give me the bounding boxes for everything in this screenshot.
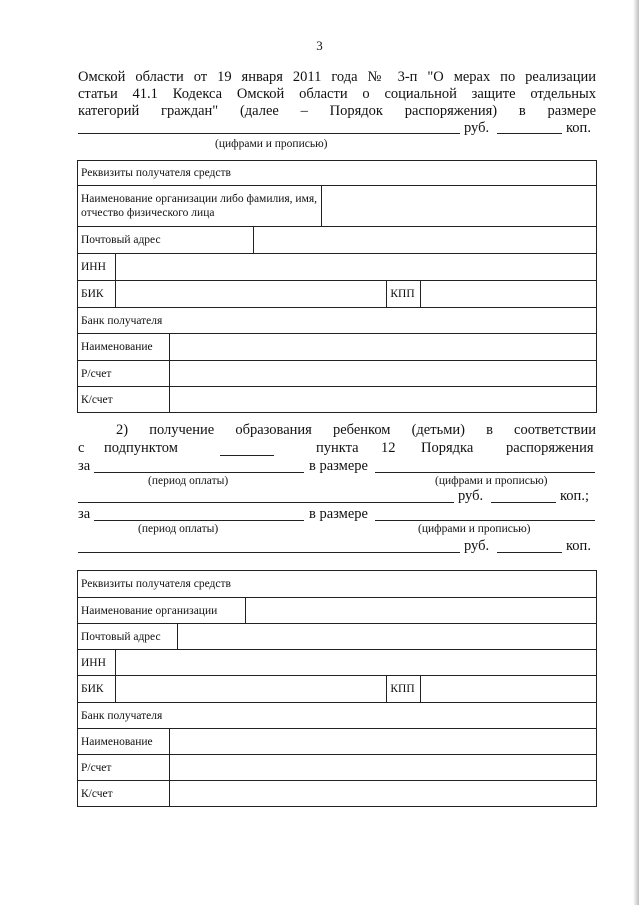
intro-line-3: категорий граждан" (далее – Порядок распоряжения) в размере xyxy=(78,103,596,119)
period-fill-line-2[interactable] xyxy=(94,520,304,521)
postal-address-label: Почтовый адрес xyxy=(78,227,254,254)
bank-name-field[interactable] xyxy=(169,334,596,361)
correspondent-account-label: К/счет xyxy=(78,387,170,413)
table-row xyxy=(78,254,597,281)
table-row xyxy=(78,598,597,624)
kpp-label: КПП xyxy=(387,676,421,703)
section2-word-order: Порядка xyxy=(421,440,474,456)
amount-fill-line-2[interactable] xyxy=(375,520,595,521)
kop-fill-line-2[interactable] xyxy=(497,552,562,553)
postal-address-field[interactable] xyxy=(177,624,596,650)
intro-line-1: Омской области от 19 января 2011 года № 3-п "О мерах по реализации xyxy=(78,69,596,85)
table-row xyxy=(78,334,597,361)
table-row xyxy=(78,161,597,186)
section2-word-s: с xyxy=(78,440,85,456)
org-name-field[interactable] xyxy=(245,598,596,624)
amount-continue-line-1[interactable] xyxy=(78,502,454,503)
section2-word-subpoint: подпунктом xyxy=(104,440,178,456)
table-row xyxy=(78,676,597,703)
bik-field[interactable] xyxy=(115,281,386,308)
kpp-label: КПП xyxy=(387,281,421,308)
bik-field[interactable] xyxy=(115,676,386,703)
table-row xyxy=(78,361,597,387)
postal-address-label: Почтовый адрес xyxy=(78,624,178,650)
amount-caption-1: (цифрами и прописью) xyxy=(435,475,548,487)
kpp-field[interactable] xyxy=(421,676,597,703)
period-caption-1: (период оплаты) xyxy=(148,475,229,487)
org-name-label: Наименование организации xyxy=(78,598,246,624)
correspondent-account-field[interactable] xyxy=(169,387,596,413)
settlement-account-field[interactable] xyxy=(169,755,596,781)
table-row xyxy=(78,308,597,334)
bank-label: Банк получателя xyxy=(78,308,597,334)
kop-label-1: коп.; xyxy=(560,488,589,504)
recipient-requisites-table-2 xyxy=(77,570,597,807)
recipient-requisites-table-1 xyxy=(77,160,597,413)
v-razmere-label-1: в размере xyxy=(309,458,368,474)
bank-name-label: Наименование xyxy=(78,334,170,361)
amount-caption: (цифрами и прописью) xyxy=(215,138,328,150)
kop-fill-line[interactable] xyxy=(497,133,562,134)
table-row xyxy=(78,650,597,676)
rub-label: руб. xyxy=(464,120,490,136)
page-edge-shadow xyxy=(633,0,639,905)
section2-paragraph xyxy=(78,422,596,439)
bik-label: БИК xyxy=(78,676,116,703)
amount-fill-line-1[interactable] xyxy=(375,472,595,473)
kop-label: коп. xyxy=(566,120,591,136)
settlement-account-field[interactable] xyxy=(169,361,596,387)
table-row xyxy=(78,703,597,729)
table-row xyxy=(78,755,597,781)
bank-name-label: Наименование xyxy=(78,729,170,755)
page-number: 3 xyxy=(316,38,323,53)
table-row xyxy=(78,227,597,254)
za-label-2: за xyxy=(78,506,91,522)
table-row xyxy=(78,781,597,807)
table-row xyxy=(78,571,597,598)
requisites-title: Реквизиты получателя средств xyxy=(78,571,597,598)
inn-label: ИНН xyxy=(78,650,116,676)
amount-fill-line[interactable] xyxy=(78,133,460,134)
subpoint-fill-line[interactable] xyxy=(220,455,274,456)
section2-word-disposal: распоряжения xyxy=(506,440,594,456)
org-name-field[interactable] xyxy=(321,186,596,227)
correspondent-account-label: К/счет xyxy=(78,781,170,807)
period-fill-line-1[interactable] xyxy=(94,472,304,473)
correspondent-account-field[interactable] xyxy=(169,781,596,807)
rub-label-2: руб. xyxy=(464,538,490,554)
section2-word-12: 12 xyxy=(381,440,396,456)
kop-fill-line-1[interactable] xyxy=(491,502,556,503)
amount-continue-line-2[interactable] xyxy=(78,552,460,553)
section2-line-1: 2) получение образования ребенком (детьми) в соответствии xyxy=(116,422,596,438)
intro-paragraph xyxy=(78,69,596,120)
postal-address-field[interactable] xyxy=(253,227,596,254)
section2-word-point: пункта xyxy=(316,440,359,456)
inn-field[interactable] xyxy=(115,254,596,281)
table-row xyxy=(78,186,597,227)
settlement-account-label: Р/счет xyxy=(78,361,170,387)
rub-label-1: руб. xyxy=(458,488,484,504)
table-row xyxy=(78,387,597,413)
bank-label: Банк получателя xyxy=(78,703,597,729)
table-row xyxy=(78,281,597,308)
inn-field[interactable] xyxy=(115,650,596,676)
v-razmere-label-2: в размере xyxy=(309,506,368,522)
table-row xyxy=(78,624,597,650)
kop-label-2: коп. xyxy=(566,538,591,554)
requisites-title: Реквизиты получателя средств xyxy=(78,161,597,186)
org-name-label: Наименование организации либо фамилия, имя, отчество физического лица xyxy=(78,186,322,227)
period-caption-2: (период оплаты) xyxy=(138,523,219,535)
kpp-field[interactable] xyxy=(421,281,597,308)
bank-name-field[interactable] xyxy=(169,729,596,755)
amount-caption-2: (цифрами и прописью) xyxy=(418,523,531,535)
settlement-account-label: Р/счет xyxy=(78,755,170,781)
intro-line-2: статьи 41.1 Кодекса Омской области о социальной защите отдельных xyxy=(78,86,596,102)
inn-label: ИНН xyxy=(78,254,116,281)
bik-label: БИК xyxy=(78,281,116,308)
table-row xyxy=(78,729,597,755)
za-label-1: за xyxy=(78,458,91,474)
